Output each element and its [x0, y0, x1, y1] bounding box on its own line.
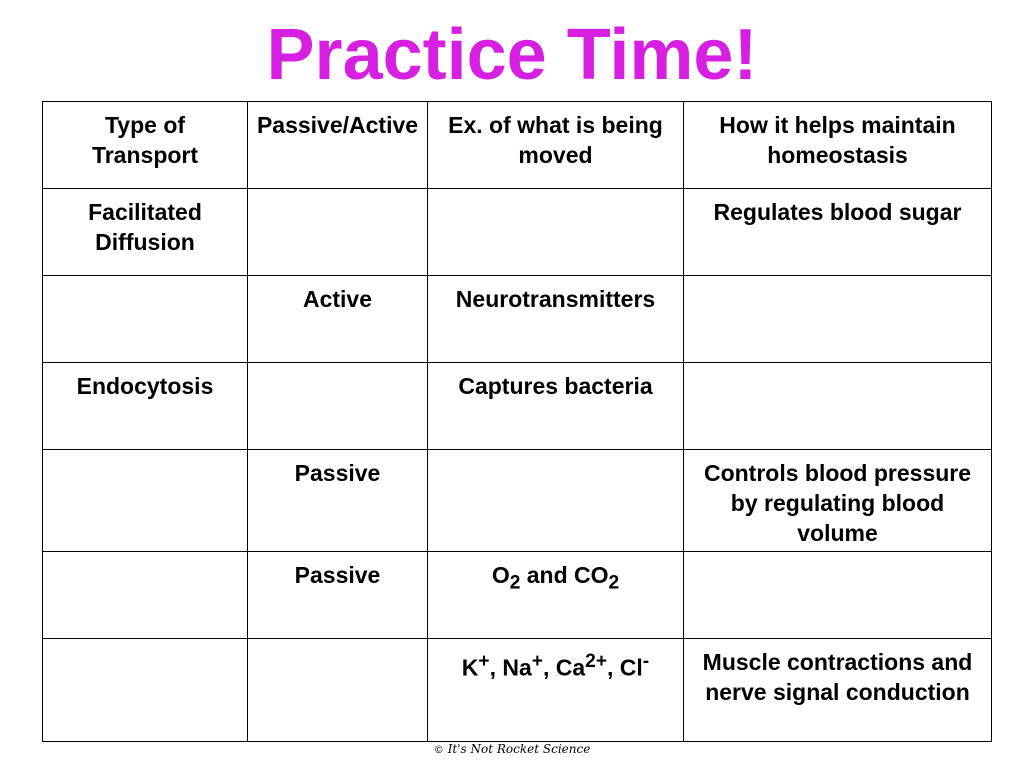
- table-cell: [684, 363, 992, 450]
- header-cell: Type of Transport: [43, 102, 248, 189]
- table-cell: Neurotransmitters: [428, 276, 684, 363]
- table-cell: [684, 552, 992, 639]
- table-cell: [43, 450, 248, 552]
- table-cell: [43, 276, 248, 363]
- formula-text: , Na: [489, 654, 532, 681]
- table-cell: [248, 639, 428, 742]
- table-cell: Facilitated Diffusion: [43, 189, 248, 276]
- subscript: 2: [608, 572, 620, 594]
- copyright-footer: [0, 741, 1024, 759]
- copyright-icon: ©: [433, 745, 444, 756]
- table-cell: Captures bacteria: [428, 363, 684, 450]
- table-row: [43, 189, 992, 276]
- table-row: [43, 450, 992, 552]
- gas-formula-cell: [428, 552, 684, 639]
- header-cell: Ex. of what is being moved: [428, 102, 684, 189]
- table-cell: Controls blood pressure by regulating blood volume: [684, 450, 992, 552]
- table-cell: [248, 363, 428, 450]
- footer-text: It's Not Rocket Science: [447, 742, 591, 756]
- superscript: +: [478, 651, 490, 672]
- table-cell: Muscle contractions and nerve signal conduction: [684, 639, 992, 742]
- table-cell: Regulates blood sugar: [684, 189, 992, 276]
- formula-text: , Cl: [607, 654, 643, 681]
- table-cell: Passive: [248, 552, 428, 639]
- table-cell: Endocytosis: [43, 363, 248, 450]
- formula-text: and CO: [520, 562, 609, 588]
- table-cell: [428, 450, 684, 552]
- table-cell: [43, 552, 248, 639]
- table-cell: Passive: [248, 450, 428, 552]
- formula-text: K: [461, 654, 479, 681]
- table-row: [43, 363, 992, 450]
- table-row: [43, 276, 992, 363]
- table-cell: [248, 189, 428, 276]
- table-cell: [684, 276, 992, 363]
- ion-formula-cell: [428, 639, 684, 742]
- table-header-row: [43, 102, 992, 189]
- superscript: -: [642, 651, 650, 672]
- table-row: [43, 552, 992, 639]
- formula-text: O: [491, 562, 510, 588]
- page-title: Practice Time!: [266, 15, 758, 95]
- header-cell: Passive/Active: [248, 102, 428, 189]
- table-cell: [428, 189, 684, 276]
- formula-text: , Ca: [542, 654, 586, 681]
- table-cell: [43, 639, 248, 742]
- table-cell: Active: [248, 276, 428, 363]
- subscript: 2: [509, 572, 521, 594]
- superscript: +: [531, 651, 543, 672]
- table-row: [43, 639, 992, 742]
- transport-table: [42, 101, 992, 742]
- header-cell: How it helps maintain homeostasis: [684, 102, 992, 189]
- superscript: 2+: [585, 651, 608, 672]
